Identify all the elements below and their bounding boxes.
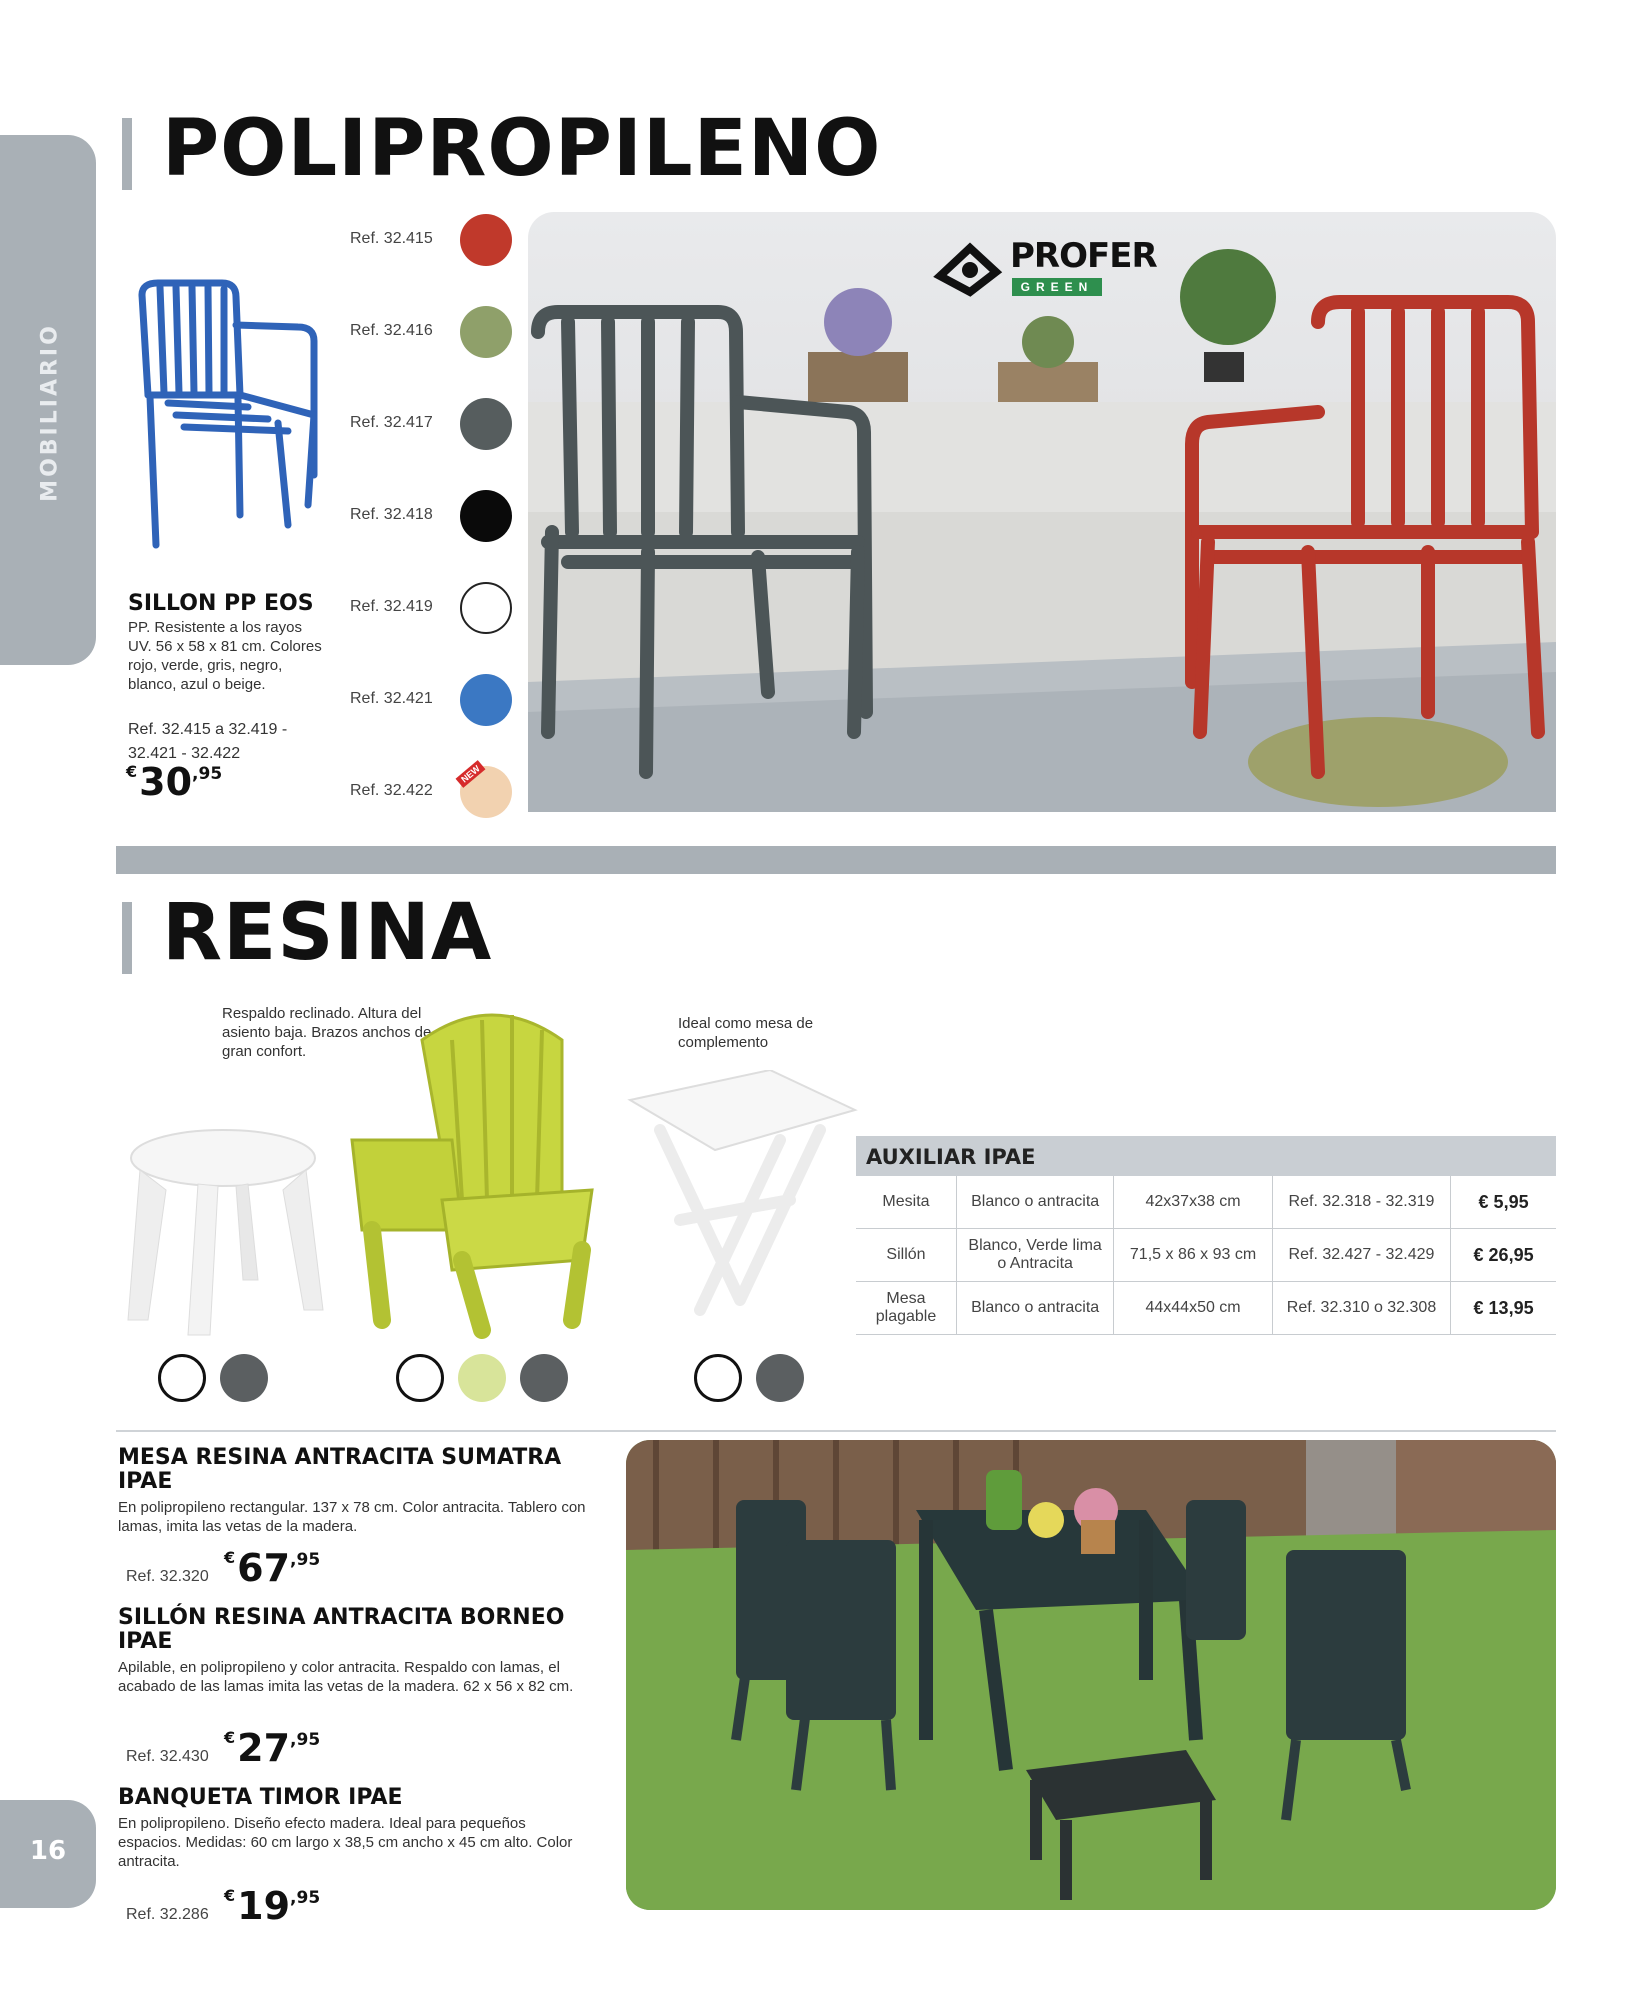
brand-tagline: GREEN	[1012, 278, 1102, 296]
aux-table-title: AUXILIAR IPAE	[856, 1136, 1556, 1176]
product-price: $^€19^{,95}$	[224, 1884, 321, 1928]
product-ref: Ref. 32.430	[126, 1748, 209, 1765]
product-price: $^€30^{,95}$	[126, 760, 223, 804]
product-price: $^€67^{,95}$	[224, 1546, 321, 1590]
cell-size: 44x44x50 cm	[1114, 1282, 1273, 1335]
product-name: SILLÓN RESINA ANTRACITA BORNEO IPAE	[118, 1605, 565, 1654]
color-swatch[interactable]	[756, 1354, 804, 1402]
section-label: MOBILIARIO	[37, 323, 63, 502]
cell-ref: Ref. 32.427 - 32.429	[1272, 1229, 1450, 1282]
lime-chair-image	[342, 1000, 612, 1340]
price-int: 19	[237, 1884, 291, 1928]
color-swatch[interactable]	[460, 398, 512, 450]
color-swatch[interactable]	[520, 1354, 568, 1402]
price-currency: €	[224, 1728, 236, 1747]
brand-name: PROFER	[1010, 236, 1157, 276]
color-swatch[interactable]	[460, 674, 512, 726]
product-ref: Ref. 32.286	[126, 1906, 209, 1923]
cell-size: 71,5 x 86 x 93 cm	[1114, 1229, 1273, 1282]
product-name: SILLON PP EOS	[128, 591, 314, 616]
cell-price: € 5,95	[1451, 1176, 1556, 1229]
product-description: En polipropileno. Diseño efecto madera. Ideal para pequeños espacios. Medidas: 60 cm largo x 38,5 cm ancho x 45 cm alto. Color antracita.	[118, 1815, 573, 1870]
product-ref: Ref. 32.320	[126, 1568, 209, 1585]
variant-ref: Ref. 32.419	[350, 598, 433, 615]
cell-price: € 13,95	[1451, 1282, 1556, 1335]
variant-ref: Ref. 32.418	[350, 506, 433, 523]
cell-color: Blanco, Verde lima o Antracita	[956, 1229, 1113, 1282]
price-dec: 95	[296, 1550, 321, 1570]
cell-ref: Ref. 32.310 o 32.308	[1272, 1282, 1450, 1335]
cell-price: € 26,95	[1451, 1229, 1556, 1282]
variant-ref: Ref. 32.415	[350, 230, 433, 247]
aux-table	[856, 1136, 1556, 1335]
color-swatch[interactable]	[460, 582, 512, 634]
cell-name: Mesita	[882, 1193, 930, 1210]
product-description: En polipropileno rectangular. 137 x 78 cm. Color antracita. Tablero con lamas, imita las vetas de la madera.	[118, 1499, 586, 1535]
price-int: 67	[237, 1546, 291, 1590]
variant-ref: Ref. 32.421	[350, 690, 433, 707]
product-name: MESA RESINA ANTRACITA SUMATRA IPAE	[118, 1445, 562, 1494]
product-description: PP. Resistente a los rayos UV. 56 x 58 x 81 cm. Colores rojo, verde, gris, negro, blanco, azul o beige.	[128, 619, 322, 693]
product-name: BANQUETA TIMOR IPAE	[118, 1785, 403, 1810]
cell-size: 42x37x38 cm	[1114, 1176, 1273, 1229]
price-dec: 95	[296, 1730, 321, 1750]
color-swatch[interactable]	[158, 1354, 206, 1402]
color-swatch[interactable]	[460, 306, 512, 358]
color-swatch[interactable]	[220, 1354, 268, 1402]
caption-table: Ideal como mesa de complemento	[678, 1015, 814, 1051]
price-int: 27	[237, 1726, 291, 1770]
color-swatch[interactable]	[460, 214, 512, 266]
product-refs: Ref. 32.415 a 32.419 - 32.421 - 32.422	[128, 721, 288, 762]
brand-logo	[930, 232, 1157, 312]
price-currency: €	[224, 1886, 236, 1905]
variant-ref: Ref. 32.416	[350, 322, 433, 339]
table-row	[856, 1282, 1556, 1335]
color-swatch[interactable]	[694, 1354, 742, 1402]
aux-table-grid	[856, 1176, 1556, 1335]
variant-ref: Ref. 32.417	[350, 414, 433, 431]
price-dec: 95	[198, 764, 223, 784]
price-int: 30	[139, 760, 193, 804]
color-swatch[interactable]	[396, 1354, 444, 1402]
variant-ref: Ref. 32.422	[350, 782, 433, 799]
cell-color: Blanco o antracita	[956, 1282, 1113, 1335]
color-swatch[interactable]	[458, 1354, 506, 1402]
table-row	[856, 1176, 1556, 1229]
blue-chair-image	[128, 275, 328, 555]
color-swatch[interactable]	[459, 763, 512, 818]
new-badge: NEW	[456, 760, 486, 788]
section-bar	[122, 118, 132, 190]
product-price: $^€27^{,95}$	[224, 1726, 321, 1770]
cell-name: Mesa plagable	[875, 1290, 937, 1325]
cell-ref: Ref. 32.318 - 32.319	[1272, 1176, 1450, 1229]
page-number: 16	[29, 1836, 67, 1866]
white-side-table-image	[118, 1120, 328, 1340]
color-swatch[interactable]	[460, 490, 512, 542]
separator-line	[116, 1430, 1556, 1432]
product-description: Apilable, en polipropileno y color antracita. Respaldo con lamas, el acabado de las lamas imita las vetas de la madera. 62 x 56 x 82 cm.	[118, 1659, 574, 1695]
caption-chair: Respaldo reclinado. Altura del asiento baja. Brazos anchos de gran confort.	[222, 1005, 432, 1060]
section-bar	[122, 902, 132, 974]
cell-name: Sillón	[886, 1246, 926, 1263]
white-folding-table-image	[620, 1070, 860, 1320]
section-title: RESINA	[162, 888, 493, 978]
cell-color: Blanco o antracita	[956, 1176, 1113, 1229]
price-dec: 95	[296, 1888, 321, 1908]
price-currency: €	[224, 1548, 236, 1567]
section-divider	[116, 846, 1556, 874]
section-title: POLIPROPILENO	[162, 104, 882, 194]
price-currency: €	[126, 762, 138, 781]
table-row	[856, 1229, 1556, 1282]
garden-photo	[626, 1440, 1556, 1910]
